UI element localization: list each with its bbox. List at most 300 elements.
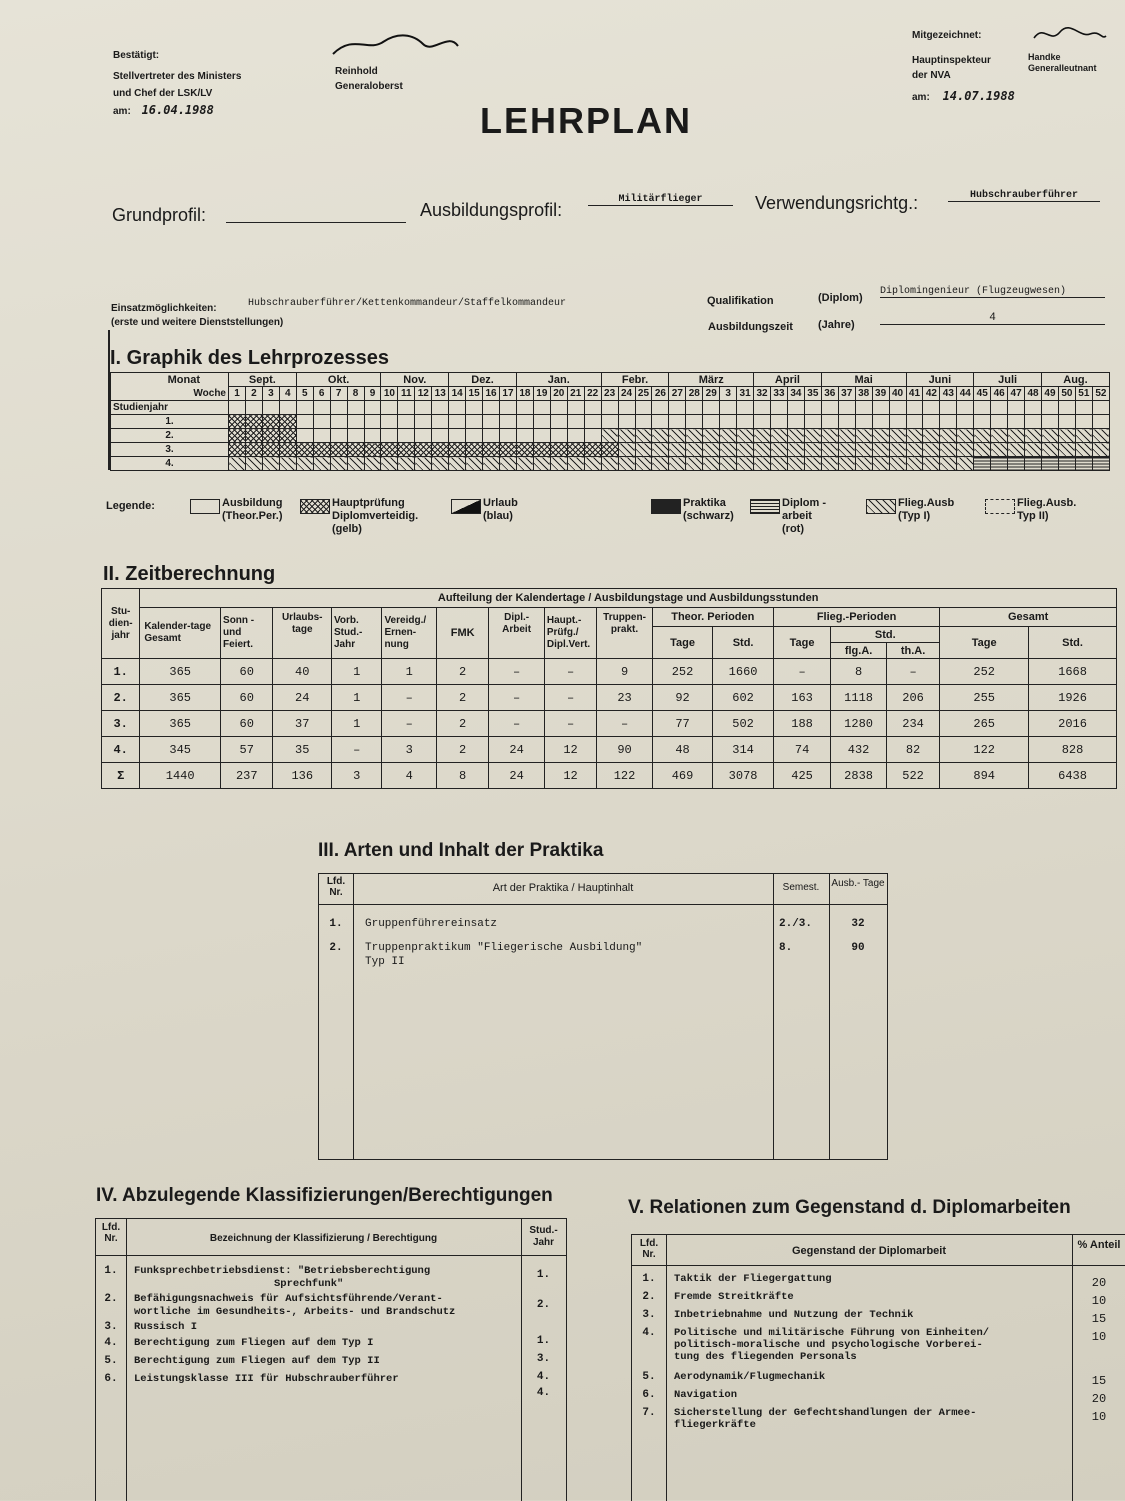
gantt-cell — [737, 457, 754, 471]
gantt-cell — [516, 457, 533, 471]
gantt-week: 20 — [550, 387, 567, 401]
zeit-cell: 602 — [713, 685, 774, 711]
gantt-cell — [313, 415, 330, 429]
legend-swatch-solid — [651, 499, 681, 514]
gantt-cell — [601, 415, 618, 429]
gantt-week: 19 — [533, 387, 550, 401]
diplom-line1: Taktik der Fliegergattung — [674, 1273, 832, 1285]
gantt-week: 10 — [381, 387, 398, 401]
zeit-cell: 1118 — [831, 685, 886, 711]
gantt-cell — [618, 429, 635, 443]
gantt-cell — [652, 401, 669, 415]
zeit-cell: 48 — [652, 737, 713, 763]
gantt-cell — [635, 457, 652, 471]
zeit-cell: 8 — [436, 763, 488, 789]
gantt-cell — [804, 415, 821, 429]
gantt-cell — [618, 457, 635, 471]
gantt-cell — [245, 401, 262, 415]
legend-text — [222, 497, 283, 523]
gantt-week: 6 — [313, 387, 330, 401]
gantt-cell — [872, 429, 889, 443]
zeit-row — [102, 737, 1117, 763]
gantt-month: Jan. — [516, 373, 601, 387]
gantt-cell — [635, 443, 652, 457]
zeit-cell: 136 — [273, 763, 332, 789]
gantt-cell — [974, 401, 991, 415]
legend-text — [782, 497, 826, 536]
legend-text — [483, 497, 518, 523]
gantt-cell — [787, 401, 804, 415]
gantt-cell — [364, 443, 381, 457]
gantt-cell — [296, 401, 313, 415]
gantt-cell — [923, 401, 940, 415]
diplom-line1: Aerodynamik/Flugmechanik — [674, 1371, 826, 1383]
gantt-cell — [1092, 429, 1109, 443]
zeitberechnung — [101, 588, 1117, 789]
gantt-cell — [466, 443, 483, 457]
gantt-week: 45 — [974, 387, 991, 401]
gantt-week: 33 — [771, 387, 788, 401]
zeit-cell: 265 — [940, 711, 1029, 737]
gantt-week: 36 — [821, 387, 838, 401]
diplom-line2: fliegerkräfte — [674, 1419, 756, 1431]
gantt-week: 9 — [364, 387, 381, 401]
h-flieg: Flieg.-Perioden — [773, 608, 939, 627]
gantt-cell — [669, 429, 686, 443]
gantt-cell — [1092, 415, 1109, 429]
legend-text — [683, 497, 734, 523]
gantt-cell — [398, 457, 415, 471]
klass-jahr: 3. — [536, 1353, 551, 1365]
gantt-month: Febr. — [601, 373, 669, 387]
gantt-cell — [940, 457, 957, 471]
zeit-year: 1. — [102, 659, 140, 685]
gantt-cell — [330, 415, 347, 429]
gantt-cell — [415, 443, 432, 457]
zeit-cell: 1 — [332, 659, 382, 685]
gantt-cell — [957, 457, 974, 471]
klass-nr: 1. — [104, 1265, 118, 1277]
gantt-cell — [821, 401, 838, 415]
praktika-h-nr: Lfd. Nr. — [326, 876, 346, 898]
gantt-week: 52 — [1092, 387, 1109, 401]
gantt-cell — [279, 443, 296, 457]
zeit-cell: 432 — [831, 737, 886, 763]
zeit-row — [102, 763, 1117, 789]
gantt-week: 28 — [686, 387, 703, 401]
gantt-cell — [279, 457, 296, 471]
praktika-text: Gruppenführereinsatz — [365, 918, 498, 930]
gantt-cell — [398, 429, 415, 443]
zeit-cell: 345 — [140, 737, 221, 763]
h-theor-tage: Tage — [652, 627, 713, 659]
klass-line2: Sprechfunk" — [274, 1278, 344, 1290]
h-flieg-std: Std. — [831, 627, 940, 643]
gantt-cell — [330, 457, 347, 471]
gantt-cell — [262, 457, 279, 471]
gantt-week: 37 — [838, 387, 855, 401]
gantt-cell — [855, 457, 872, 471]
qualifikation-sub: (Diplom) — [818, 292, 863, 304]
h-fmk: FMK — [436, 608, 488, 659]
gantt-cell — [313, 429, 330, 443]
gantt-cell — [466, 415, 483, 429]
zeit-cell: 4 — [382, 763, 436, 789]
diplom-line1: Sicherstellung der Gefechtshandlungen der Armee- — [674, 1407, 977, 1419]
klass-jahr: 2. — [536, 1299, 551, 1311]
gantt-cell — [500, 443, 517, 457]
gantt-cell — [533, 429, 550, 443]
gantt-cell — [889, 457, 906, 471]
gantt-cell — [296, 415, 313, 429]
gantt-week: 18 — [516, 387, 533, 401]
approval-role-line2: und Chef der LSK/LV — [113, 88, 213, 99]
gantt-cell — [567, 429, 584, 443]
gantt-cell — [635, 415, 652, 429]
zeit-cell: 469 — [652, 763, 713, 789]
gantt-cell — [957, 429, 974, 443]
section5-title: V. Relationen zum Gegenstand d. Diplomarbeiten — [628, 1197, 1071, 1218]
diplom-h-nr: Lfd. Nr. — [639, 1238, 659, 1260]
gantt-cell — [313, 457, 330, 471]
legend-line1: Urlaub — [483, 497, 518, 509]
praktika-col-rule-1 — [353, 874, 354, 1159]
gantt-cell — [720, 401, 737, 415]
gantt-cell — [347, 401, 364, 415]
zeit-cell: 23 — [597, 685, 652, 711]
klass-jahr: 4. — [536, 1371, 551, 1383]
zeit-year: Σ — [102, 763, 140, 789]
zeit-cell: 35 — [273, 737, 332, 763]
zeit-cell: 502 — [713, 711, 774, 737]
h-gesamt: Gesamt — [940, 608, 1117, 627]
gantt-week: 39 — [872, 387, 889, 401]
gantt-corner-week: Woche — [111, 387, 229, 401]
gantt-cell — [296, 429, 313, 443]
gantt-cell — [516, 429, 533, 443]
diplom-h-anteil: % Anteil — [1077, 1239, 1121, 1251]
gantt-cell — [533, 401, 550, 415]
zeit-cell: 12 — [544, 737, 596, 763]
gantt-cell — [1008, 443, 1025, 457]
section1-title: I. Graphik des Lehrprozesses — [110, 347, 389, 369]
gantt-cell — [449, 429, 466, 443]
legend-swatch-hatch — [866, 499, 896, 514]
gantt-cell — [1092, 457, 1109, 471]
gantt-cell — [804, 429, 821, 443]
gantt-cell — [1025, 443, 1042, 457]
klass-nr: 2. — [104, 1293, 118, 1305]
gantt-cell — [855, 401, 872, 415]
praktika-text2: Typ II — [365, 956, 405, 968]
approval-role-line1: Stellvertreter des Ministers — [113, 71, 242, 82]
approval-signer-name: Reinhold — [335, 66, 378, 77]
h-studienjahr: Stu-dien-jahr — [102, 589, 140, 659]
gantt-cell — [1075, 443, 1092, 457]
gantt-cell — [449, 443, 466, 457]
gantt-cell — [855, 443, 872, 457]
diplom-nr: 6. — [642, 1389, 656, 1401]
klass-line1: Leistungsklasse III für Hubschrauberführer — [134, 1373, 399, 1385]
gantt-cell — [991, 457, 1008, 471]
zeit-cell: 1 — [332, 685, 382, 711]
gantt-cell — [1058, 429, 1075, 443]
section3-title: III. Arten und Inhalt der Praktika — [318, 840, 604, 861]
klass-h-bez: Bezeichnung der Klassifizierung / Berechtigung — [209, 1233, 438, 1244]
gantt-cell — [1042, 457, 1059, 471]
zeit-cell: 2 — [436, 711, 488, 737]
einsatz-label: Einsatzmöglichkeiten: — [111, 303, 217, 314]
gantt-week: 25 — [635, 387, 652, 401]
gantt-cell — [449, 457, 466, 471]
klass-line1: Russisch I — [134, 1321, 198, 1333]
zeit-cell: 3078 — [713, 763, 774, 789]
zeit-cell: 3 — [382, 737, 436, 763]
gantt-cell — [1058, 457, 1075, 471]
gantt-month: Okt. — [296, 373, 381, 387]
praktika-tage: 90 — [851, 942, 865, 954]
gantt-month: Juni — [906, 373, 974, 387]
gantt-cell — [855, 415, 872, 429]
zeit-cell: – — [489, 685, 544, 711]
gantt-cell — [737, 429, 754, 443]
gantt-cell — [957, 401, 974, 415]
gantt-cell — [771, 457, 788, 471]
gantt-cell — [1075, 457, 1092, 471]
gantt-week: 27 — [669, 387, 686, 401]
gantt-cell — [804, 443, 821, 457]
praktika-tage: 32 — [851, 918, 865, 930]
gantt-cell — [804, 401, 821, 415]
gantt-year-row — [111, 443, 1110, 457]
gantt-cell — [1025, 401, 1042, 415]
gantt-cell — [1008, 401, 1025, 415]
legend-swatch-horizontal — [750, 499, 780, 514]
gantt-cell — [483, 415, 500, 429]
gantt-cell — [483, 457, 500, 471]
gantt-cell — [804, 457, 821, 471]
gantt-cell — [432, 429, 449, 443]
gantt-cell — [466, 429, 483, 443]
zeit-cell: 1 — [332, 711, 382, 737]
cosign-signature — [1030, 20, 1110, 48]
zeit-cell: 24 — [489, 763, 544, 789]
gantt-cell — [906, 443, 923, 457]
gantt-cell — [584, 401, 601, 415]
zeit-cell: 9 — [597, 659, 652, 685]
gantt-cell — [313, 443, 330, 457]
gantt-cell — [449, 415, 466, 429]
gantt-cell — [872, 457, 889, 471]
gantt-table — [110, 372, 1110, 471]
gantt-cell — [584, 443, 601, 457]
zeit-cell: 163 — [773, 685, 831, 711]
gantt-cell — [245, 415, 262, 429]
ausbildungsprofil-value: Militärflieger — [588, 194, 733, 206]
gantt-month: März — [669, 373, 754, 387]
gantt-cell — [398, 401, 415, 415]
zeit-row — [102, 685, 1117, 711]
praktika-h-tage: Ausb.- Tage — [831, 878, 885, 889]
gantt-cell — [771, 443, 788, 457]
gantt-cell — [1025, 457, 1042, 471]
zeit-cell: – — [544, 659, 596, 685]
zeit-cell: 6438 — [1029, 763, 1117, 789]
zeit-cell: 425 — [773, 763, 831, 789]
zeit-cell: 314 — [713, 737, 774, 763]
zeit-cell: 77 — [652, 711, 713, 737]
gantt-cell — [432, 401, 449, 415]
gantt-cell — [906, 415, 923, 429]
gantt-week: 48 — [1025, 387, 1042, 401]
zeit-cell: 1926 — [1029, 685, 1117, 711]
gantt-week: 2 — [245, 387, 262, 401]
diplom-anteil: 15 — [1091, 1374, 1107, 1388]
zeit-cell: 92 — [652, 685, 713, 711]
section2-title: II. Zeitberechnung — [103, 563, 276, 585]
gantt-week: 4 — [279, 387, 296, 401]
h-group: Aufteilung der Kalendertage / Ausbildungstage und Ausbildungsstunden — [140, 589, 1117, 608]
legend-line2: (Theor.Per.) — [222, 510, 283, 522]
gantt-week-row — [111, 387, 1110, 401]
gantt-week: 43 — [940, 387, 957, 401]
gantt-cell — [466, 401, 483, 415]
gantt-cell — [754, 457, 771, 471]
klass-nr: 4. — [104, 1337, 118, 1349]
legend-line2: arbeit — [782, 510, 812, 522]
gantt-week: 3 — [262, 387, 279, 401]
h-dipl: Dipl.- Arbeit — [489, 608, 544, 659]
gantt-week: 24 — [618, 387, 635, 401]
gantt-cell — [991, 429, 1008, 443]
gantt-cell — [466, 457, 483, 471]
gantt-month: April — [754, 373, 822, 387]
diplom-h-gegenstand: Gegenstand der Diplomarbeit — [791, 1245, 947, 1257]
zeit-cell: – — [886, 659, 939, 685]
zeit-cell: 12 — [544, 763, 596, 789]
approval-date-label: am: — [113, 106, 131, 117]
gantt-cell — [500, 429, 517, 443]
zeit-cell: 894 — [940, 763, 1029, 789]
gantt-week: 47 — [1008, 387, 1025, 401]
gantt-week: 31 — [737, 387, 754, 401]
gantt-cell — [754, 415, 771, 429]
approval-signature — [328, 24, 468, 64]
zeit-cell: – — [382, 685, 436, 711]
gantt-cell — [940, 443, 957, 457]
gantt-cell — [703, 443, 720, 457]
gantt-cell — [550, 429, 567, 443]
zeit-row — [102, 659, 1117, 685]
diplom-nr: 7. — [642, 1407, 656, 1419]
diplom-nr: 1. — [642, 1273, 656, 1285]
diplom-anteil: 10 — [1091, 1330, 1107, 1344]
legend-text — [332, 497, 418, 536]
gantt-chart — [110, 372, 1110, 471]
gantt-cell — [686, 443, 703, 457]
zeit-cell: – — [489, 659, 544, 685]
gantt-week: 29 — [703, 387, 720, 401]
gantt-cell — [669, 401, 686, 415]
zeit-cell: 365 — [140, 685, 221, 711]
zeit-cell: – — [382, 711, 436, 737]
gantt-cell — [432, 415, 449, 429]
gantt-cell — [872, 401, 889, 415]
gantt-cell — [381, 457, 398, 471]
h-flga: flg.A. — [831, 643, 886, 659]
gantt-cell — [889, 415, 906, 429]
gantt-week: 40 — [889, 387, 906, 401]
gantt-cell — [550, 415, 567, 429]
gantt-cell — [1058, 401, 1075, 415]
gantt-cell — [245, 429, 262, 443]
gantt-cell — [364, 457, 381, 471]
gantt-cell — [821, 443, 838, 457]
approval-signer — [335, 64, 403, 94]
legend-line1: Flieg.Ausb — [898, 497, 955, 509]
gantt-cell — [533, 457, 550, 471]
gantt-cell — [262, 415, 279, 429]
zeit-year: 2. — [102, 685, 140, 711]
gantt-week: 15 — [466, 387, 483, 401]
gantt-cell — [1058, 415, 1075, 429]
gantt-cell — [533, 415, 550, 429]
gantt-cell — [991, 415, 1008, 429]
gantt-cell — [889, 443, 906, 457]
cosign-label: Mitgezeichnet: — [912, 30, 982, 41]
gantt-cell — [872, 443, 889, 457]
zeit-cell: 8 — [831, 659, 886, 685]
gantt-cell — [635, 429, 652, 443]
gantt-cell — [262, 443, 279, 457]
gantt-year-row — [111, 429, 1110, 443]
gantt-cell — [618, 415, 635, 429]
grundprofil-line — [226, 222, 406, 223]
gantt-cell — [652, 415, 669, 429]
gantt-cell — [347, 457, 364, 471]
diplom-line3: tung des fliegenden Personals — [674, 1351, 857, 1363]
confirmed-label: Bestätigt: — [113, 50, 160, 61]
gantt-cell — [821, 457, 838, 471]
zeit-table — [101, 588, 1117, 789]
gantt-cell — [483, 443, 500, 457]
gantt-cell — [483, 429, 500, 443]
gantt-cell — [889, 429, 906, 443]
diplom-line1: Politische und militärische Führung von Einheiten/ — [674, 1327, 990, 1339]
praktika-nr: 1. — [329, 918, 343, 930]
gantt-cell — [737, 415, 754, 429]
diplom-line2: politisch-moralische und psychologische Vorberei- — [674, 1339, 983, 1351]
gantt-week: 5 — [296, 387, 313, 401]
zeit-cell: 1660 — [713, 659, 774, 685]
legend-line1: Diplom - — [782, 497, 826, 509]
gantt-week: 17 — [500, 387, 517, 401]
legend-swatch-empty — [190, 499, 220, 514]
praktika-col-rule-2 — [773, 874, 774, 1159]
gantt-cell — [1058, 443, 1075, 457]
gantt-cell — [584, 429, 601, 443]
zeit-cell: 74 — [773, 737, 831, 763]
gantt-corner-month: Monat — [111, 373, 229, 387]
h-gesamt-std: Std. — [1029, 627, 1117, 659]
gantt-cell — [364, 415, 381, 429]
gantt-cell — [821, 415, 838, 429]
gantt-cell — [550, 401, 567, 415]
gantt-cell — [1042, 401, 1059, 415]
gantt-cell — [754, 401, 771, 415]
klass-line1: Berechtigung zum Fliegen auf dem Typ I — [134, 1337, 374, 1349]
gantt-cell — [1075, 429, 1092, 443]
